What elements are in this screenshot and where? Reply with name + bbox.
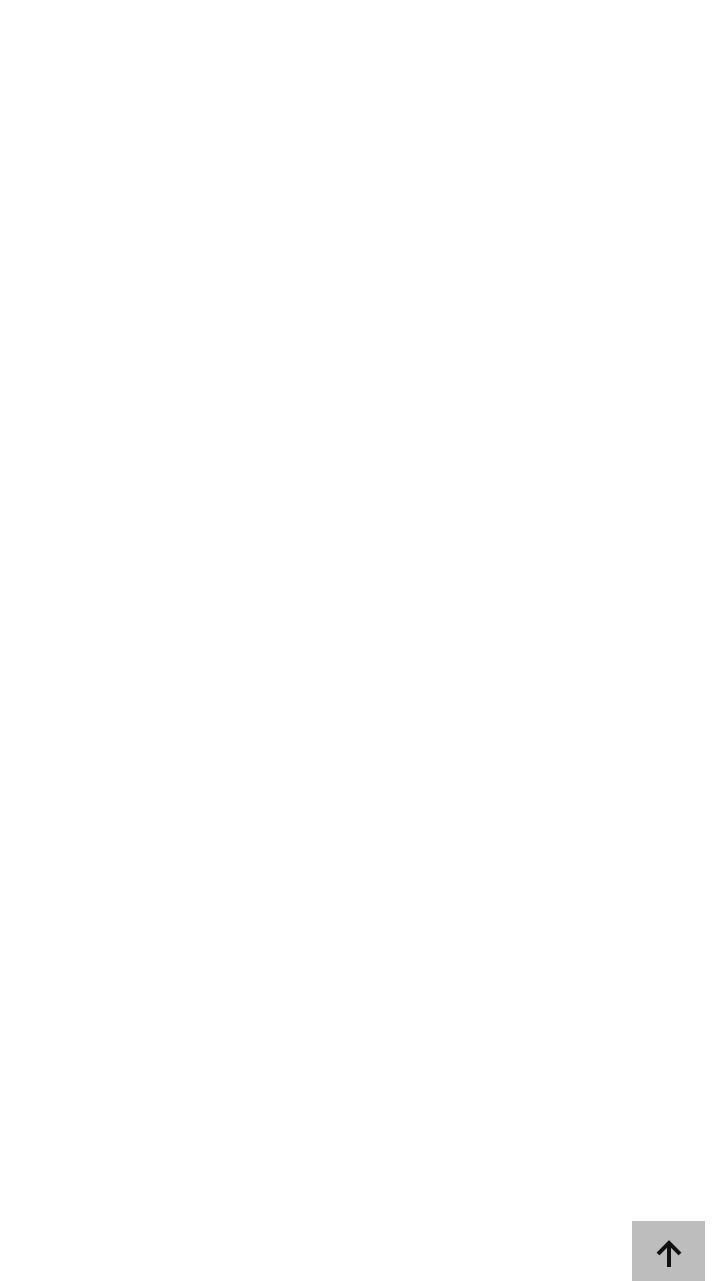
arrow-up-icon	[652, 1237, 686, 1271]
scroll-to-top-button[interactable]	[632, 1221, 705, 1281]
